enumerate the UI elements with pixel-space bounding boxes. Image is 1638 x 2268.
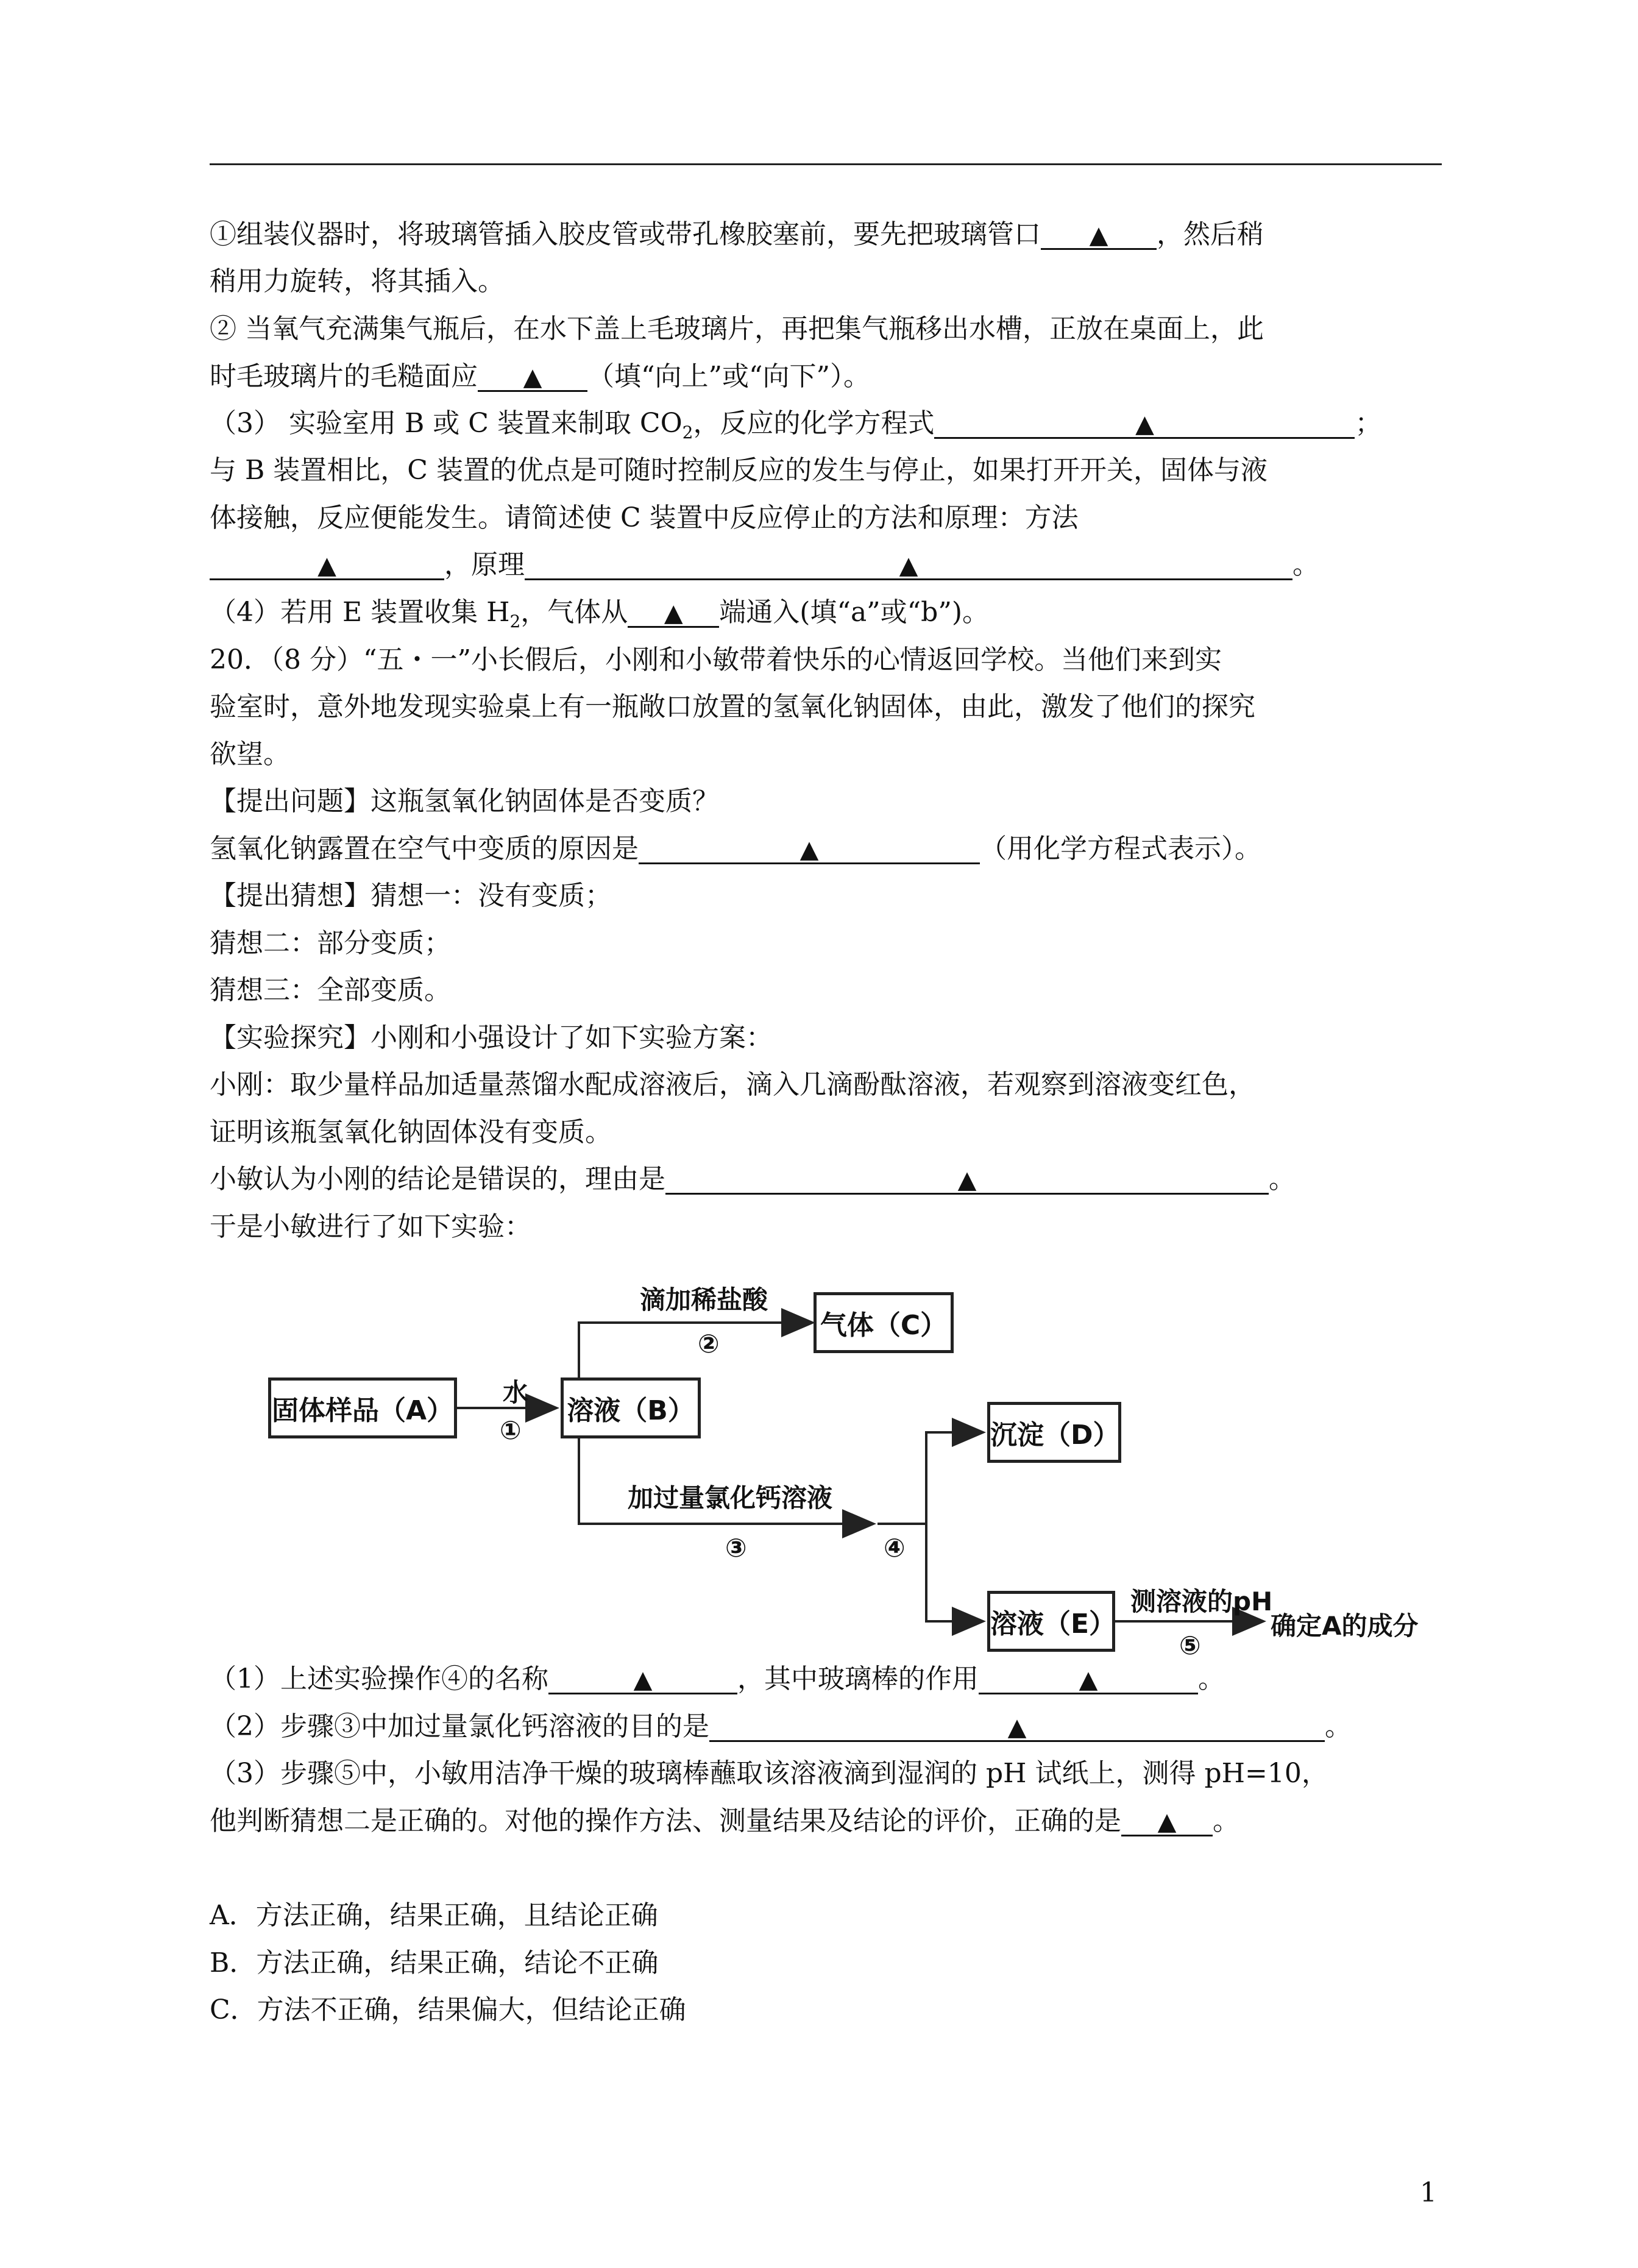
- answer-blank[interactable]: ▲: [478, 360, 587, 392]
- q19-line2: 稍用力旋转，将其插入。: [210, 266, 505, 297]
- label-step2: ②: [698, 1329, 720, 1359]
- label-step5: ⑤: [1179, 1630, 1201, 1660]
- box-solution-b: 溶液（B）: [561, 1378, 701, 1438]
- q20-line10: 小刚：取少量样品加适量蒸馏水配成溶液后，滴入几滴酚酞溶液，若观察到溶液变红色，: [210, 1069, 1255, 1100]
- q20-line2: 验室时，意外地发现实验桌上有一瓶敞口放置的氢氧化钠固体，由此，激发了他们的探究: [210, 691, 1255, 722]
- q20-sub2: （2）步骤③中加过量氯化钙溶液的目的是 ▲ 。: [210, 1711, 1352, 1742]
- q19-line5: （3） 实验室用 B 或 C 装置来制取 $CO_2$，反应的化学方程式 ▲ ；: [210, 408, 1382, 443]
- answer-blank[interactable]: ▲: [709, 1710, 1325, 1742]
- q19-line8: ▲ ，原理 ▲ 。: [210, 547, 1319, 583]
- label-water: 水: [503, 1378, 529, 1407]
- label-add-cacl2: 加过量氯化钙溶液: [628, 1483, 833, 1513]
- q20-line6: 【提出猜想】猜想一：没有变质；: [210, 880, 612, 911]
- box-gas-c: 气体（C）: [814, 1292, 954, 1353]
- option-b[interactable]: B．方法正确，结果正确，结论不正确: [210, 1947, 659, 1978]
- label-step4: ④: [884, 1533, 906, 1563]
- label-step3: ③: [725, 1533, 747, 1563]
- q19-line6: 与 B 装置相比，C 装置的优点是可随时控制反应的发生与停止，如果打开开关，固体与液: [210, 455, 1268, 486]
- answer-blank[interactable]: ▲: [210, 548, 444, 580]
- answer-blank[interactable]: ▲: [548, 1662, 737, 1694]
- label-measure-ph: 测溶液的pH: [1130, 1587, 1273, 1616]
- page-number: 1: [1420, 2177, 1437, 2208]
- answer-blank[interactable]: ▲: [665, 1162, 1269, 1195]
- q19-line4: 时毛玻璃片的毛糙面应 ▲ （填“向上”或“向下”）。: [210, 361, 870, 392]
- q20-line5: 氢氧化钠露置在空气中变质的原因是 ▲ （用化学方程式表示）。: [210, 833, 1261, 864]
- option-a[interactable]: A．方法正确，结果正确，且结论正确: [210, 1900, 658, 1931]
- header-rule: [210, 163, 1442, 165]
- q19-line3: ② 当氧气充满集气瓶后，在水下盖上毛玻璃片，再把集气瓶移出水槽，正放在桌面上，此: [210, 313, 1264, 344]
- q20-line3: 欲望。: [210, 739, 290, 770]
- answer-blank[interactable]: ▲: [525, 548, 1292, 580]
- q20-line11: 证明该瓶氢氧化钠固体没有变质。: [210, 1117, 612, 1148]
- q20-line4: 【提出问题】这瓶氢氧化钠固体是否变质？: [210, 786, 719, 817]
- answer-blank[interactable]: ▲: [639, 832, 980, 864]
- q20-line7: 猜想二：部分变质；: [210, 928, 451, 959]
- split-bracket: [926, 1432, 981, 1621]
- answer-blank[interactable]: ▲: [628, 595, 719, 628]
- q19-line7: 体接触，反应便能发生。请简述使 C 装置中反应停止的方法和原理：方法: [210, 502, 1079, 533]
- q19-line1: ①组装仪器时，将玻璃管插入胶皮管或带孔橡胶塞前，要先把玻璃管口 ▲ ，然后稍: [210, 219, 1264, 250]
- box-solid-sample-a: 固体样品（A）: [268, 1378, 457, 1438]
- q19-line9: （4）若用 E 装置收集 $H_2$，气体从 ▲ 端通入(填“a”或“b”)。: [210, 597, 989, 631]
- q20-line8: 猜想三：全部变质。: [210, 975, 451, 1006]
- q20-line13: 于是小敏进行了如下实验：: [210, 1211, 531, 1242]
- answer-blank[interactable]: ▲: [934, 407, 1355, 439]
- q20-sub3: （3）步骤⑤中，小敏用洁净干燥的玻璃棒蘸取该溶液滴到湿润的 pH 试纸上，测得 pH=10，: [210, 1758, 1328, 1789]
- answer-blank[interactable]: ▲: [1121, 1804, 1213, 1836]
- option-c[interactable]: C．方法不正确，结果偏大，但结论正确: [210, 1994, 686, 2025]
- q20-line12: 小敏认为小刚的结论是错误的，理由是 ▲ 。: [210, 1164, 1296, 1195]
- q20-line9: 【实验探究】小刚和小强设计了如下实验方案：: [210, 1022, 773, 1053]
- q20-sub3-line2: 他判断猜想二是正确的。对他的操作方法、测量结果及结论的评价，正确的是 ▲ 。: [210, 1805, 1239, 1836]
- label-determine-a: 确定A的成分: [1271, 1611, 1419, 1641]
- answer-blank[interactable]: ▲: [979, 1662, 1198, 1694]
- box-precipitate-d: 沉淀（D）: [987, 1402, 1121, 1463]
- answer-blank[interactable]: ▲: [1041, 218, 1157, 250]
- q20-line1: 20．（8 分）“五・一”小长假后，小刚和小敏带着快乐的心情返回学校。当他们来到实: [210, 644, 1222, 675]
- label-step1: ①: [500, 1415, 522, 1445]
- arrow-hcl: [579, 1323, 810, 1384]
- q20-sub1: （1）上述实验操作④的名称 ▲ ，其中玻璃棒的作用 ▲ 。: [210, 1663, 1225, 1694]
- box-solution-e: 溶液（E）: [987, 1591, 1115, 1652]
- label-add-hcl: 滴加稀盐酸: [640, 1285, 768, 1315]
- experiment-flow-diagram: [262, 1268, 1469, 1682]
